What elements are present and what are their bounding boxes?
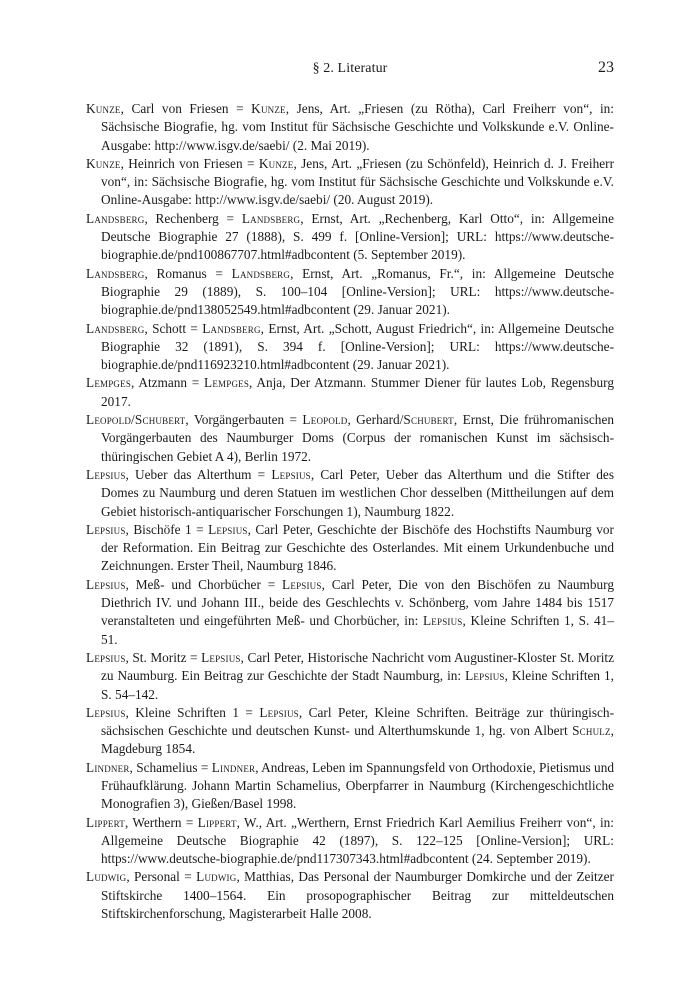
author-name: Landsberg: [86, 265, 145, 281]
citation-text: , St. Moritz =: [125, 649, 202, 665]
author-name: Ludwig: [196, 869, 237, 885]
citation-text: , Personal =: [126, 869, 197, 885]
citation-text: , Carl Peter, Kleine Schriften. Beiträge zur thüringisch-sächsischen Geschichte und deutschen Kunst- und Alterthumskunde 1, hg. von Albert: [101, 704, 614, 739]
running-title: § 2. Literatur: [312, 61, 388, 76]
bibliography-entry: [86, 868, 614, 923]
author-name: Lepsius: [422, 613, 463, 629]
citation-text: , W., Art. „Werthern, Ernst Friedrich Karl Aemilius Freiherr von“, in: Allgemeine Deutsche Biographie 42 (1897), S. 122–125 [Online-Version]; URL: https://www.deutsche-biographie.de/pnd117307343.html#adbcontent (24. September 2019).: [101, 814, 614, 867]
author-name: Lepsius: [259, 704, 299, 720]
page-number: 23: [598, 59, 614, 76]
citation-text: , Jens, Art. „Friesen (zu Schönfeld), Heinrich d. J. Freiherr von“, in: Sächsische Biografie, hg. vom Institut für Sächsische Geschichte und Volkskunde e.V. Online-Ausgabe: http://www.isgv.de/saebi/ (20. August 2019).: [101, 155, 614, 208]
citation-text: , Romanus =: [144, 265, 232, 281]
bibliography-entry: [86, 576, 614, 649]
author-name: Landsberg: [231, 265, 291, 281]
author-name: Landsberg: [86, 320, 145, 336]
author-name: Lindner: [86, 759, 130, 775]
author-name: Lepsius: [86, 704, 126, 720]
citation-text: , Vorgängerbauten =: [185, 412, 303, 428]
author-name: Lepsius: [465, 668, 505, 684]
citation-text: , Carl von Friesen =: [120, 101, 252, 116]
citation-text: , Anja, Der Atzmann. Stummer Diener für lautes Lob, Regensburg 2017.: [101, 375, 614, 409]
author-name: Lippert: [197, 814, 237, 830]
author-name: Lepsius: [201, 649, 241, 665]
bibliography-entry: [86, 374, 614, 411]
author-name: Lepsius: [86, 521, 126, 537]
bibliography-list: [86, 100, 614, 923]
citation-text: , Carl Peter, Die von den Bischöfen zu Naumburg Diethrich IV. und Johann III., beide des Geschlechts v. Schönberg, vom Jahre 1484 bis 1517 veranstalteten und eingeführten Meß- und Chorbücher, in:: [101, 576, 614, 629]
citation-text: , Jens, Art. „Friesen (zu Rötha), Carl Freiherr von“, in: Sächsische Biografie, hg. vom Institut für Sächsische Geschichte und Volkskunde e.V. Online-Ausgabe: http://www.isgv.de/saebi/ (2. Mai 2019).: [101, 101, 615, 153]
author-name: Lepsius: [86, 466, 126, 482]
author-name: Lepsius: [86, 576, 126, 592]
citation-text: , Schott =: [144, 320, 203, 336]
bibliography-entry: [86, 210, 614, 265]
citation-text: , Andreas, Leben im Spannungsfeld von Orthodoxie, Pietismus und Frühaufklärung. Johann Martin Schamelius, Oberpfarrer in Naumburg (Kirchengeschichtliche Monografien 3), Gießen/Basel 1998.: [101, 759, 615, 812]
author-name: Lempges: [86, 375, 132, 391]
citation-text: , Matthias, Das Personal der Naumburger Domkirche und der Zeitzer Stiftskirche 1400–1564. Ein prosopographischer Beitrag zur mitteldeutschen Stiftskirchenforschung, Magisterarbeit Halle 2008.: [101, 869, 614, 922]
author-name: Leopold: [302, 412, 348, 428]
author-name: Lepsius: [271, 466, 311, 482]
author-name: Landsberg: [241, 210, 301, 226]
citation-text: , Ernst, Art. „Rechenberg, Karl Otto“, in: Allgemeine Deutsche Biographie 27 (1888), S. 499 f. [Online-Version]; URL: https://www.deutsche-biographie.de/pnd100867707.html#adbcontent (5. September 2019).: [101, 210, 614, 263]
author-name: Schulz: [572, 723, 611, 739]
bibliography-entry: [86, 265, 614, 320]
citation-text: , Meß- und Chorbücher =: [125, 576, 283, 592]
author-name: Lepsius: [86, 649, 126, 665]
author-name: Leopold/Schubert: [86, 412, 186, 428]
citation-text: , Gerhard/: [347, 412, 404, 428]
citation-text: , Magdeburg 1854.: [101, 723, 614, 757]
author-name: Ludwig: [86, 869, 127, 885]
citation-text: , Werthern =: [125, 814, 198, 830]
citation-text: , Kleine Schriften 1, S. 41–51.: [101, 613, 614, 647]
bibliography-entry: [86, 814, 614, 869]
author-name: Lempges: [204, 375, 250, 391]
citation-text: , Ueber das Alterthum =: [125, 466, 272, 482]
bibliography-entry: [86, 704, 614, 759]
bibliography-entry: [86, 649, 614, 704]
citation-text: , Rechenberg =: [144, 210, 242, 226]
bibliography-entry: [86, 759, 614, 814]
author-name: Lindner: [211, 759, 256, 775]
page-header: [86, 58, 614, 82]
bibliography-entry: [86, 411, 614, 466]
citation-text: , Carl Peter, Geschichte der Bischöfe des Hochstifts Naumburg vor der Reformation. Ein Beitrag zur Geschichte des Osterlandes. Mit einem Urkundenbuche und Zeichnungen. Erster Theil, Naumburg 1846.: [101, 521, 614, 574]
author-name: Lippert: [86, 814, 125, 830]
author-name: Kunze: [86, 155, 121, 171]
author-name: Schubert: [403, 412, 454, 428]
citation-text: , Kleine Schriften 1 =: [125, 704, 260, 720]
citation-text: , Carl Peter, Ueber das Alterthum und die Stifter des Domes zu Naumburg und deren Statuen im westlichen Chor desselben (Mittheilungen auf dem Gebiet historisch-antiquarischer Forschungen 1), Naumburg 1822.: [101, 466, 615, 519]
author-name: Landsberg: [202, 320, 261, 336]
bibliography-entry: [86, 521, 614, 576]
author-name: Lepsius: [208, 521, 248, 537]
citation-text: , Bischöfe 1 =: [125, 521, 209, 537]
author-name: Lepsius: [282, 576, 322, 592]
citation-text: , Schamelius =: [129, 759, 212, 775]
citation-text: , Ernst, Art. „Romanus, Fr.“, in: Allgemeine Deutsche Biographie 29 (1889), S. 100–104 [Online-Version]; URL: https://www.deutsche-biographie.de/pnd138052549.html#adbcontent (29. Januar 2021).: [101, 265, 614, 318]
author-name: Kunze: [258, 155, 294, 171]
author-name: Kunze: [251, 101, 286, 116]
citation-text: , Carl Peter, Historische Nachricht vom Augustiner-Kloster St. Moritz zu Naumburg. Ein Beitrag zur Geschichte der Stadt Naumburg, in:: [101, 649, 614, 684]
citation-text: , Ernst, Art. „Schott, August Friedrich“, in: Allgemeine Deutsche Biographie 32 (1891), S. 394 f. [Online-Version]; URL: https://www.deutsche-biographie.de/pnd116923210.html#adbcontent (29. Januar 2021).: [101, 320, 614, 373]
bibliography-entry: [86, 466, 614, 521]
citation-text: , Kleine Schriften 1, S. 54–142.: [101, 668, 615, 702]
bibliography-entry: [86, 155, 614, 210]
citation-text: , Heinrich von Friesen =: [120, 155, 259, 171]
author-name: Landsberg: [86, 210, 145, 226]
author-name: Kunze: [86, 101, 121, 116]
bibliography-entry: [86, 320, 614, 375]
citation-text: , Atzmann =: [131, 375, 205, 391]
bibliography-entry: [86, 100, 614, 155]
citation-text: , Ernst, Die frühromanischen Vorgängerbauten des Naumburger Doms (Corpus der romanischen Kunst im sächsisch-thüringischen Gebiet A 4), Berlin 1972.: [101, 412, 614, 464]
